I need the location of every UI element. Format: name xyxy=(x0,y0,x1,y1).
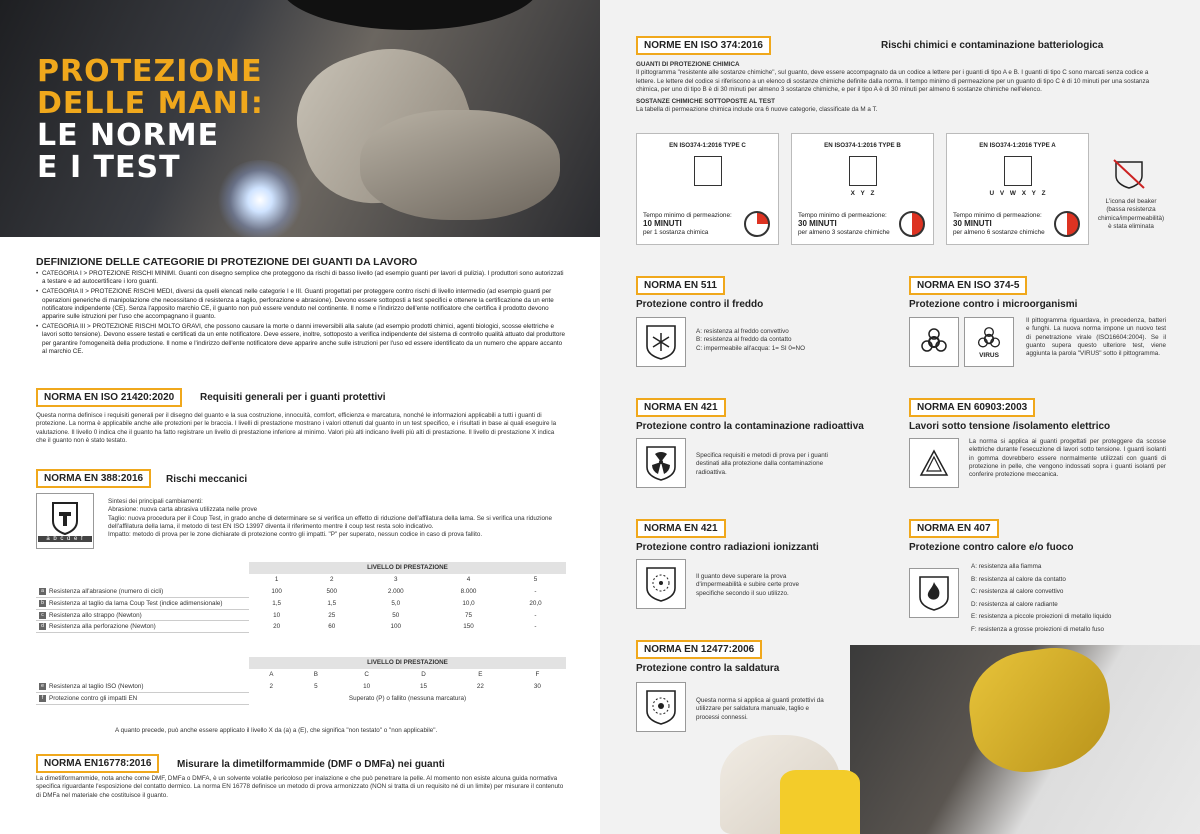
table-row: e Resistenza al taglio ISO (Newton) 2 5 10 15 22 30 xyxy=(36,681,566,693)
iso21420-heading: Requisiti generali per i guanti protettivi xyxy=(200,392,386,403)
hero-line-2: DELLE MANI: xyxy=(37,86,264,121)
right-page xyxy=(600,0,1200,834)
en421a-badge: NORMA EN 421 xyxy=(636,398,726,417)
biohazard-icon xyxy=(976,326,1002,352)
en407-pictogram xyxy=(909,568,959,618)
en16778-heading: Misurare la dimetilformammide (DMF o DMFa) nei guanti xyxy=(177,759,445,770)
iso21420-text: Questa norma definisce i requisiti generali per il disegno del guanto e la sua costruzione, innocuità, comfort, efficienza e marcatura, nonché le informazioni applicabili a tutti i guanti di protezione. La norma è applicabile anche alle protezioni per le braccia. I livelli di prestazione mostrano i valori ottenuti dal guanto in un test specifico, e i risultati in base ai quali eseguire la valutazione. Il livello 0 indica che il guanto ha fatto registrare un livello di prestazione inferiore al minimo. Valori più alti indicano livelli più alti di prestazione. Il livello di prestazione X indica che il guanto non è stato testato. xyxy=(36,412,557,444)
en60903-badge: NORMA EN 60903:2003 xyxy=(909,398,1035,417)
en407-list: A: resistenza alla fiamma B: resistenza al calore da contatto C: resistenza al calore convettivo D: resistenza al calore radiante E: resistenza a piccole proiezioni di metallo liquido F: resistenza a grosse proiezioni di metallo fuso xyxy=(971,563,1112,633)
en388-badge: NORMA EN 388:2016 xyxy=(36,469,151,488)
en421b-text: Il guanto deve superare la prova d'impermeabilità e subire certe prove specifiche secondo il suo utilizzo. xyxy=(696,573,800,597)
en12477-pictogram xyxy=(636,682,686,732)
en388-letters: a b c d e f xyxy=(38,536,92,542)
t1-col: 2 xyxy=(330,576,334,584)
biohazard-virus-pictogram xyxy=(964,317,1014,367)
t2-header: LIVELLO DI PRESTAZIONE xyxy=(249,657,566,669)
category-2: • CATEGORIA II > PROTEZIONE RISCHI MEDI, diversi da quelli elencati nelle categorie I e III. Guanti progettati per proteggere contro rischi di livello intermedio (ad esempio guanti per operazioni generiche di manipolazione che necessitano di resistenza a taglio, perforazione e abrasione). Devono essere sottoposti a test specifici e ottenere la certificazione da un ente notificatore indipendente (CE). Senza l'apposito marchio CE, il guanto non può essere venduto nel continente. Il nome e l'indirizzo dell'ente notificatore che certifica il prodotto devono apparire sulle istruzioni per l'uso che accompagnano il guanto. xyxy=(36,288,566,321)
beaker-note: L'icona del beaker (bassa resistenza chimica/impermeabilità) è stata eliminata xyxy=(1097,198,1165,230)
en407-badge: NORMA EN 407 xyxy=(909,519,999,538)
iso3745-text: Il pittogramma riguardava, in precedenza, batteri e funghi. La nuova norma impone un nuovo test di penetrazione virale (ISO16604:2004). Se il guanto supera questo ulteriore test, viene aggiunta la parola "VIRUS" sotto il pittogramma. xyxy=(1026,317,1166,358)
hero-title xyxy=(37,56,264,184)
hero-line-4: E I TEST xyxy=(37,150,181,185)
iso374-s-text: La tabella di permeazione chimica include ora 6 nuove categorie, classificate da M a T. xyxy=(636,106,878,114)
category-1: • CATEGORIA I > PROTEZIONE RISCHI MINIMI. Guanti con disegno semplice che proteggono da rischi di basso livello (ad esempio guanti per lavori di pulizia). I produttori sono autorizzati a testare e ad autocertificare i loro guanti. xyxy=(36,270,566,286)
en421a-heading: Protezione contro la contaminazione radioattiva xyxy=(636,421,864,432)
en12477-heading: Protezione contro la saldatura xyxy=(636,663,780,674)
radiation-icon xyxy=(644,444,678,482)
en421a-pictogram xyxy=(636,438,686,488)
crossed-beaker-icon xyxy=(1112,156,1146,190)
chem-card-type-b: EN ISO374-1:2016 TYPE B X Y Z Tempo minimo di permeazione: 30 MINUTI per almeno 3 sostanze chimiche xyxy=(791,133,934,245)
iso374-heading: Rischi chimici e contaminazione batteriologica xyxy=(881,40,1104,51)
t1-col: 1 xyxy=(274,576,279,584)
en511-pictogram xyxy=(636,317,686,367)
en421b-pictogram xyxy=(636,559,686,609)
en388-bullet-cut: Taglio: nuova procedura per il Coup Test, in grado anche di determinare se si verifica un effetto di riduzione dell'affilatura della lama. Se si verifica una riduzione dell'affilatura della lama, il metodo di test EN ISO 13997 diventa il riferimento mentre il coup test resta solo indicativo. xyxy=(108,514,552,530)
en388-note: A quanto precede, può anche essere applicato il livello X da (a) a (E), che significa "non testato" o "non applicabile". xyxy=(115,727,438,734)
en388-table-1 xyxy=(36,562,566,633)
timer-icon xyxy=(1054,211,1080,237)
beaker-icon xyxy=(1004,156,1032,186)
iso3745-badge: NORMA EN ISO 374-5 xyxy=(909,276,1027,295)
en60903-text: La norma si applica ai guanti progettati per proteggere da scosse elettriche durante l'esecuzione di lavori sotto tensione. I guanti isolanti in gomma dovrebbero essere normalmente utilizzati con guanti di protezione in pelle, che vengono indossati sopra i guanti isolanti per conferire protezione meccanica. xyxy=(969,438,1166,479)
t1-col: 3 xyxy=(394,576,398,584)
iso374-g-text: Il pittogramma "resistente alle sostanze chimiche", sul guanto, deve essere accompagnato da un codice a lettere per i guanti di tipo A e B. I guanti di tipo C sono marcati senza codice a lettere. Le lettere del codice si riferiscono a un elenco di sostanze chimiche definite dalla norma. Il tempo minimo di permeazione per un guanto di tipo C è di 10 minuti per una sostanza chimica, per uno di tipo B è di 30 minuti per almeno 3 sostanze chimiche, e per il tipo A è di 30 minuti per almeno 6 sostanze chimiche nell'elenco. xyxy=(636,69,1150,93)
biohazard-icon xyxy=(919,327,949,357)
timer-icon xyxy=(899,211,925,237)
categories-title: DEFINIZIONE DELLE CATEGORIE DI PROTEZIONE DEI GUANTI DA LAVORO xyxy=(36,256,418,268)
electric-triangle-icon xyxy=(919,448,949,478)
en421b-badge: NORMA EN 421 xyxy=(636,519,726,538)
t1-col: 5 xyxy=(533,576,538,584)
en60903-pictogram xyxy=(909,438,959,488)
en388-summary xyxy=(108,498,568,539)
en388-heading: Rischi meccanici xyxy=(166,474,248,485)
en60903-heading: Lavori sotto tensione /isolamento elettrico xyxy=(909,421,1111,432)
biohazard-pictogram xyxy=(909,317,959,367)
en16778-text: La dimetilformammide, nota anche come DMF, DMFa o DMFA, è un solvente volatile pericoloso per inalazione e che può penetrare la pelle. Al momento non esiste alcuna guida normativa specifica riguardante l'esposizione del contatto dermico. La norma EN 16778 definisce un metodo di prova armonizzato (NON si tratta di un requisito né di un limite) per misurare il contenuto di DMFa nel materiale che costituisce il guanto. xyxy=(36,775,564,799)
en388-bullet-impact: Impatto: metodo di prova per le zone dichiarate di protezione contro gli impatti. "P" per superato, nessun codice in caso di prova fallito. xyxy=(108,531,483,539)
table-row: b Resistenza al taglio da lama Coup Test (indice adimensionale) 1,5 1,5 5,0 10,0 20,0 xyxy=(36,597,566,609)
iso374-badge: NORME EN ISO 374:2016 xyxy=(636,36,771,55)
en388-bullet-abrasion: Abrasione: nuova carta abrasiva utilizzata nelle prove xyxy=(108,506,258,514)
welder-glove-right xyxy=(360,110,560,220)
ionizing-radiation-icon xyxy=(644,565,678,603)
timer-icon xyxy=(744,211,770,237)
category-3: • CATEGORIA III > PROTEZIONE RISCHI MOLTO GRAVI, che possono causare la morte o danni irreversibili alla salute (ad esempio prodotti chimici, agenti biologici, scosse elettriche e lavori sotto tensione). Devono essere testati e certificati da un ente notificatore. Deve essere, inoltre, sottoposto a verifica indipendente del sistema di controllo qualità attuato dal produttore per garantire l'omogeneità della produzione. Il nome e l'indirizzo dell'ente notificatore deve apparire anche sulle istruzioni per l'uso ed essere identificato da un numero che appare accanto al marchio CE. xyxy=(36,323,566,356)
iso374-s-title: SOSTANZE CHIMICHE SOTTOPOSTE AL TEST xyxy=(636,98,776,106)
yellow-cuff-photo xyxy=(780,770,860,834)
flame-icon xyxy=(917,574,951,612)
t1-col: 4 xyxy=(466,576,471,584)
en421a-text: Specifica requisiti e metodi di prova per i guanti destinati alla protezione dalla contaminazione radioattiva. xyxy=(696,452,828,476)
table-row: d Resistenza alla perforazione (Newton) 20 60 100 150 - xyxy=(36,621,566,633)
chem-card-type-a: EN ISO374-1:2016 TYPE A U V W X Y Z Tempo minimo di permeazione: 30 MINUTI per almeno 6 sostanze chimiche xyxy=(946,133,1089,245)
virus-label: VIRUS xyxy=(979,351,999,359)
table-row: c Resistenza allo strappo (Newton) 10 25 50 75 - xyxy=(36,609,566,621)
en12477-badge: NORMA EN 12477:2006 xyxy=(636,640,762,659)
chem-card-type-c: EN ISO374-1:2016 TYPE C Tempo minimo di permeazione: 10 MINUTI per 1 sostanza chimica xyxy=(636,133,779,245)
iso3745-heading: Protezione contro i microorganismi xyxy=(909,299,1078,310)
en388-pictogram xyxy=(36,493,94,549)
categories-list xyxy=(36,270,566,358)
iso21420-badge: NORMA EN ISO 21420:2020 xyxy=(36,388,182,407)
en511-badge: NORMA EN 511 xyxy=(636,276,725,295)
beaker-icon xyxy=(849,156,877,186)
snowflake-icon xyxy=(644,323,678,361)
welding-mask xyxy=(280,0,540,30)
hero-line-3: LE NORME xyxy=(37,118,220,153)
en12477-text: Questa norma si applica ai guanti protettivi da utilizzare per saldatura manuale, taglio e processi connessi. xyxy=(696,697,824,721)
table-row: a Resistenza all'abrasione (numero di cicli) 100 500 2.000 8.000 - xyxy=(36,586,566,598)
en421b-heading: Protezione contro radiazioni ionizzanti xyxy=(636,542,819,553)
t1-header: LIVELLO DI PRESTAZIONE xyxy=(249,562,566,574)
en407-heading: Protezione contro calore e/o fuoco xyxy=(909,542,1074,553)
beaker-icon xyxy=(694,156,722,186)
en388-intro: Sintesi dei principali cambiamenti: xyxy=(108,498,203,505)
en16778-badge: NORMA EN16778:2016 xyxy=(36,754,159,773)
iso374-gloves xyxy=(636,61,1166,115)
table-row: f Protezione contro gli impatti EN Superato (P) o fallito (nessuna marcatura) xyxy=(36,692,566,704)
welding-shield-icon xyxy=(644,688,678,726)
en511-list: A: resistenza al freddo convettivo B: resistenza al freddo da contatto C: impermeabile all'acqua: 1= SI 0=NO xyxy=(696,328,806,352)
hero-image xyxy=(0,0,600,237)
en511-heading: Protezione contro il freddo xyxy=(636,299,764,310)
hero-line-1: PROTEZIONE xyxy=(37,54,263,89)
hammer-shield-icon xyxy=(49,500,81,536)
iso374-g-title: GUANTI DI PROTEZIONE CHIMICA xyxy=(636,61,740,68)
en388-table-2: LIVELLO DI PRESTAZIONE A B C D E F e Resistenza al taglio ISO (Newton) 2 5 10 15 22 30 f Protezione contro gli impatti EN Superato (P) o fallito (nessuna marcatura) xyxy=(36,657,566,705)
